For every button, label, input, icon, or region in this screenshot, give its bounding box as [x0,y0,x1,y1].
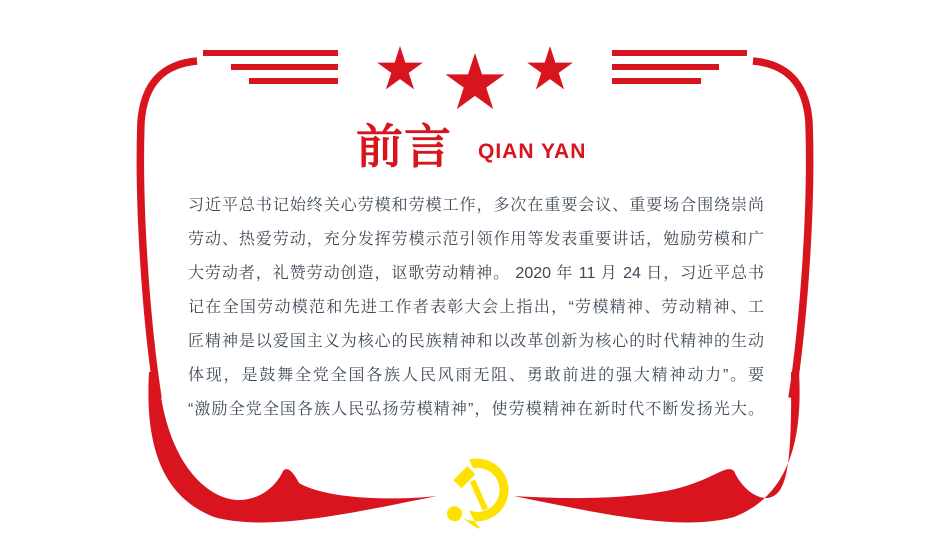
body-line-3: 大劳动者，礼赞劳动创造，讴歌劳动精神。 2020 年 11 月 24 日，习近平总书 [188,265,764,282]
party-emblem-icon [447,459,508,529]
star-icon [446,53,505,109]
page-subtitle: QIAN YAN [478,140,587,163]
deco-lines-right [612,50,747,84]
page-title: 前言 [356,120,452,173]
sickle-blade [464,459,509,529]
sickle-grip [447,506,462,521]
body-line-1: 习近平总书记始终关心劳模和劳模工作，多次在重要会议、重要场合围绕崇尚 [188,197,764,214]
body-line-4: 记在全国劳动模范和先进工作者表彰大会上指出，“劳模精神、劳动精神、工 [188,299,764,316]
body-line-6: 体现，是鼓舞全党全国各族人民风雨无阻、勇敢前进的强大精神动力”。要 [188,367,764,384]
deco-lines-left [203,50,338,84]
star-icon [527,46,573,89]
hammer-handle [473,481,486,510]
body-line-2: 劳动、热爱劳动，充分发挥劳模示范引领作用等发表重要讲话，勉励劳模和广 [188,231,764,248]
slide-title-block [356,120,587,173]
body-paragraph [188,189,764,427]
body-line-7: “激励全党全国各族人民弘扬劳模精神”，使劳模精神在新时代不断发扬光大。 [188,401,764,418]
star-icon [377,46,423,89]
body-line-5: 匠精神是以爱国主义为核心的民族精神和以改革创新为核心的时代精神的生动 [188,333,764,350]
